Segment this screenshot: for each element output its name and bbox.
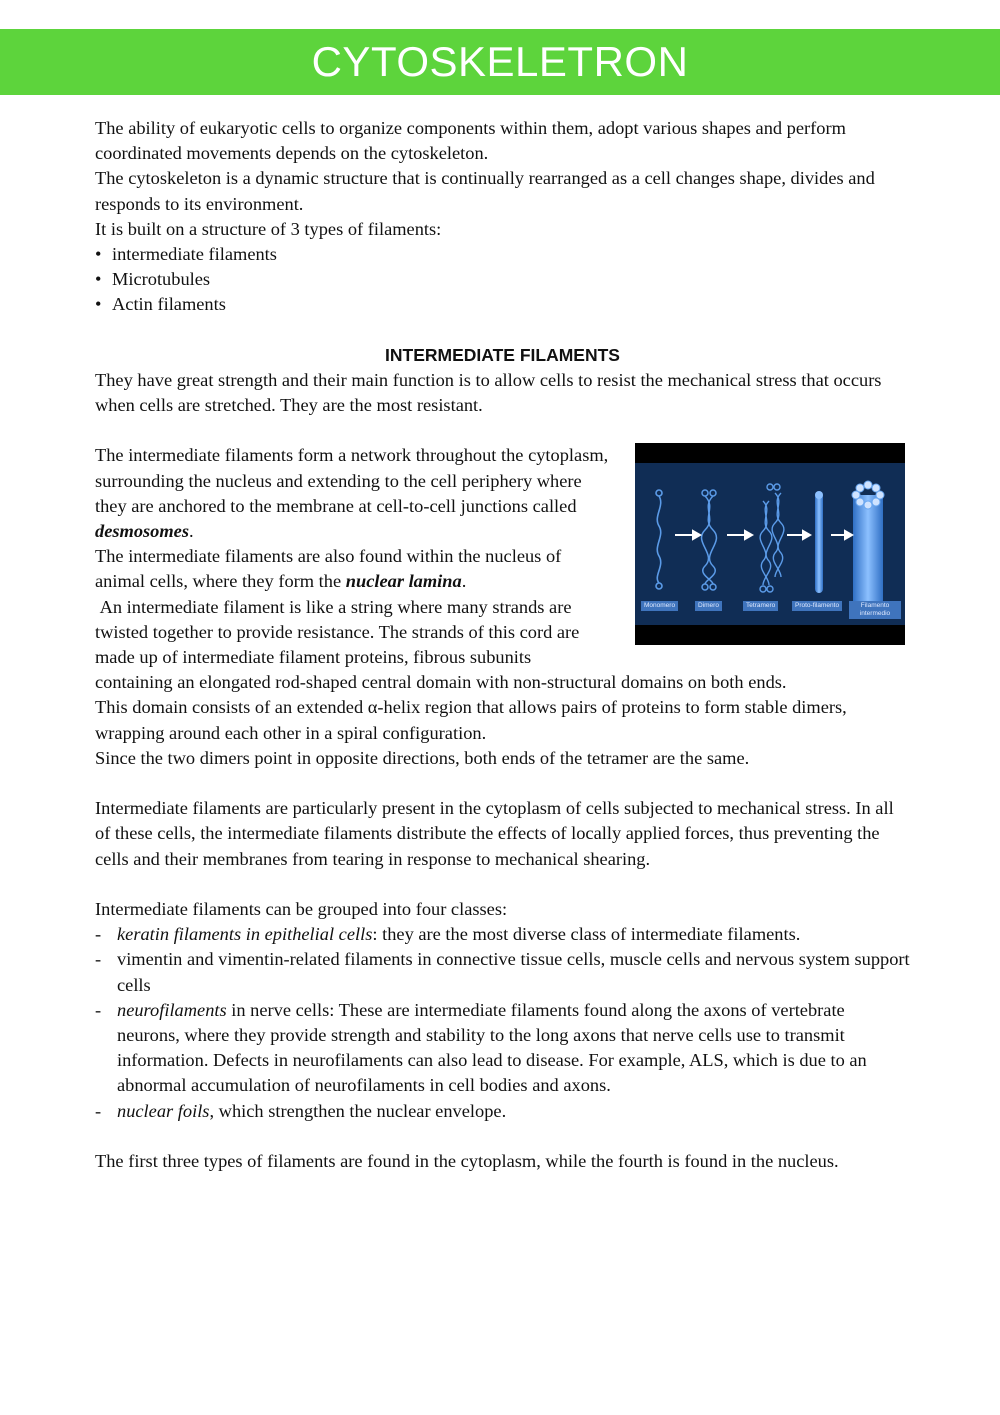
dash-marker: - (95, 999, 102, 1020)
page-title: CYTOSKELETRON (311, 38, 689, 85)
list-item (95, 947, 910, 997)
section-paragraph-6: Since the two dimers point in opposite directions, both ends of the tetramer are the same. (95, 747, 750, 768)
section-paragraph-8: Intermediate filaments can be grouped into four classes: (95, 899, 508, 920)
dash-marker: - (95, 1100, 102, 1121)
protofilament-shape (815, 491, 823, 593)
class-vimentin: vimentin and vimentin-related filaments in connective tissue cells, muscle cells and nervous system support cells (117, 949, 910, 995)
bullet-text: intermediate filaments (112, 244, 277, 265)
list-item (95, 292, 910, 317)
page-title-banner (0, 29, 1000, 95)
intro-paragraph-2: The cytoskeleton is a dynamic structure that is continually rearranged as a cell changes shape, divides and responds to its environment. (95, 168, 875, 214)
intermediate-filament-shape (852, 481, 884, 605)
section-heading: INTERMEDIATE FILAMENTS (385, 344, 620, 365)
section-paragraph-4: An intermediate filament is like a string where many strands are twisted together to provide resistance. The strands of this cord are made up of intermediate filament proteins, fibrous subunits containing an elongated rod-shaped central domain with non-structural domains on both ends. (95, 596, 787, 693)
section-paragraph-3: The intermediate filaments are also found within the nucleus of animal cells, where they form the nuclear lamina. (95, 546, 562, 592)
bullet-marker: • (95, 294, 102, 315)
bullet-text: Actin filaments (112, 294, 226, 315)
intro-paragraph-3: It is built on a structure of 3 types of filaments: (95, 218, 442, 239)
figure-label-protofilament: Proto-filamento (792, 601, 842, 611)
class-neurofilaments: neurofilaments in nerve cells: These are intermediate filaments found along the axons of vertebrate neurons, where they provide strength and stability to the long axons that nerve cells use to transmit information. Defects in neurofilaments can also lead to disease. For example, ALS, which is due to an abnormal accumulation of neurofilaments in cell bodies and axons. (117, 999, 867, 1096)
class-keratin: keratin filaments in epithelial cells: they are the most diverse class of intermediate filaments. (117, 924, 801, 945)
intro-paragraph-1: The ability of eukaryotic cells to organize components within them, adopt various shapes and perform coordinated movements depends on the cytoskeleton. (95, 118, 846, 164)
bullet-marker: • (95, 269, 102, 290)
figure-panel (635, 463, 905, 625)
bullet-text: Microtubules (112, 269, 211, 290)
list-item (95, 998, 910, 1099)
section-paragraph-7: Intermediate filaments are particularly present in the cytoplasm of cells subjected to mechanical stress. In all of these cells, the intermediate filaments distribute the effects of locally applied forces, thus preventing the cells and their membranes from tearing in response to mechanical shearing. (95, 798, 894, 869)
list-item (95, 922, 910, 947)
document-body (95, 116, 910, 1174)
figure-label-intermediate-filament: Filamento intermedio (849, 601, 901, 619)
monomer-shape (656, 490, 662, 589)
figure-label-tetramer: Tetramero (743, 601, 778, 611)
term-desmosomes: desmosomes (95, 521, 189, 542)
figure-label-monomer: Monomero (641, 601, 678, 611)
section-paragraph-9: The first three types of filaments are found in the cytoplasm, while the fourth is found in the nucleus. (95, 1151, 839, 1172)
list-item (95, 242, 910, 267)
bullet-marker: • (95, 244, 102, 265)
section-paragraph-5: This domain consists of an extended α-helix region that allows pairs of proteins to form stable dimers, wrapping around each other in a spiral configuration. (95, 697, 847, 743)
dash-marker: - (95, 949, 102, 970)
class-nuclear-foils: nuclear foils, which strengthen the nuclear envelope. (117, 1100, 507, 1121)
list-item (95, 267, 910, 292)
figure-label-dimer: Dimero (695, 601, 722, 611)
tetramer-shape (760, 484, 784, 592)
section-paragraph-1: They have great strength and their main function is to allow cells to resist the mechanical stress that occurs when cells are stretched. They are the most resistant. (95, 369, 882, 416)
list-item (95, 1099, 910, 1124)
section-paragraph-2: The intermediate filaments form a network throughout the cytoplasm, surrounding the nucleus and extending to the cell periphery where they are anchored to the membrane at cell-to-cell junctions called desmosomes. (95, 445, 609, 542)
dimer-shape (702, 490, 717, 590)
filament-assembly-figure (635, 443, 905, 645)
term-nuclear-lamina: nuclear lamina (345, 571, 462, 592)
dash-marker: - (95, 924, 102, 945)
